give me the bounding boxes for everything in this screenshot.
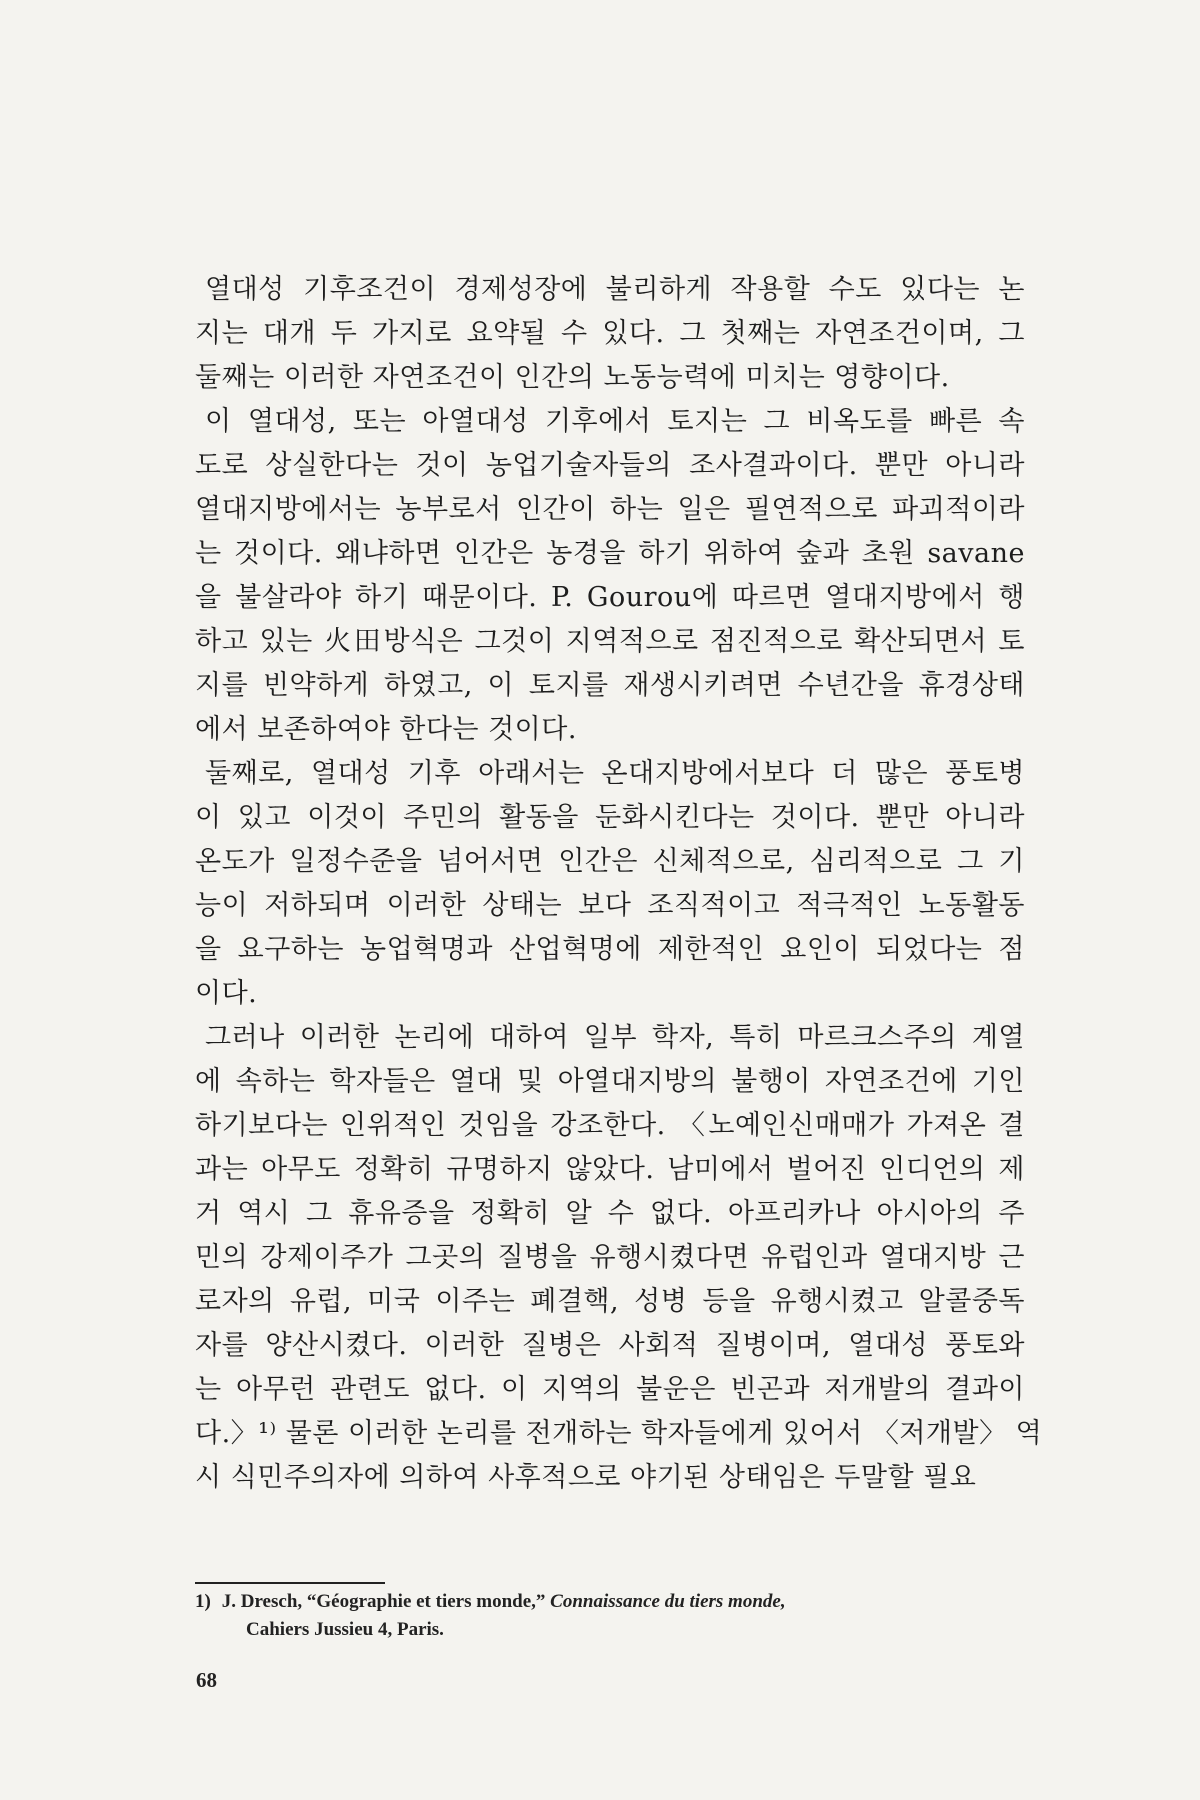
text-line: 자를 양산시켰다. 이러한 질병은 사회적 질병이며, 열대성 풍토와 bbox=[195, 1330, 1025, 1361]
footnote-book-title: Connaissance du tiers monde, bbox=[550, 1591, 786, 1612]
paragraph bbox=[195, 1016, 1043, 1500]
text-line: 시 식민주의자에 의하여 사후적으로 야기된 상태임은 두말할 필요 bbox=[195, 1462, 977, 1493]
text-line: 이다. bbox=[195, 978, 258, 1009]
text-line: 그러나 이러한 논리에 대하여 일부 학자, 특히 마르크스주의 계열 bbox=[205, 1022, 1025, 1053]
paragraph bbox=[195, 400, 1025, 752]
page-number: 68 bbox=[196, 1668, 217, 1692]
text-line: 로자의 유럽, 미국 이주는 폐결핵, 성병 등을 유행시켰고 알콜중독 bbox=[195, 1286, 1025, 1317]
text-line: 둘째는 이러한 자연조건이 인간의 노동능력에 미치는 영향이다. bbox=[195, 362, 950, 393]
text-line: 열대성 기후조건이 경제성장에 불리하게 작용할 수도 있다는 논 bbox=[205, 274, 1025, 305]
text-line: 다.〉¹⁾ 물론 이러한 논리를 전개하는 학자들에게 있어서 〈저개발〉 역 bbox=[195, 1418, 1043, 1449]
text-line: 거 역시 그 휴유증을 정확히 알 수 없다. 아프리카나 아시아의 주 bbox=[195, 1198, 1025, 1229]
footnote-line-1 bbox=[195, 1588, 1025, 1616]
text-line: 민의 강제이주가 그곳의 질병을 유행시켰다면 유럽인과 열대지방 근 bbox=[195, 1242, 1025, 1273]
text-line: 열대지방에서는 농부로서 인간이 하는 일은 필연적으로 파괴적이라 bbox=[195, 494, 1025, 525]
text-line: 는 아무런 관련도 없다. 이 지역의 불운은 빈곤과 저개발의 결과이 bbox=[195, 1374, 1025, 1405]
text-line: 에 속하는 학자들은 열대 및 아열대지방의 불행이 자연조건에 기인 bbox=[195, 1066, 1025, 1097]
text-line: 지를 빈약하게 하였고, 이 토지를 재생시키려면 수년간을 휴경상태 bbox=[195, 670, 1025, 701]
paragraph bbox=[195, 268, 1025, 400]
footnote-citation: J. Dresch, “Géographie et tiers monde,” bbox=[221, 1591, 551, 1612]
paragraph bbox=[195, 752, 1025, 1016]
text-line: 도로 상실한다는 것이 농업기술자들의 조사결과이다. 뿐만 아니라 bbox=[195, 450, 1025, 481]
text-line: 을 불살라야 하기 때문이다. P. Gourou에 따르면 열대지방에서 행 bbox=[195, 582, 1025, 613]
text-line: 는 것이다. 왜냐하면 인간은 농경을 하기 위하여 숲과 초원 savane bbox=[195, 538, 1025, 569]
text-line: 하고 있는 火田방식은 그것이 지역적으로 점진적으로 확산되면서 토 bbox=[195, 626, 1025, 657]
text-line: 이 열대성, 또는 아열대성 기후에서 토지는 그 비옥도를 빠른 속 bbox=[205, 406, 1025, 437]
text-line: 하기보다는 인위적인 것임을 강조한다. 〈노예인신매매가 가져온 결 bbox=[195, 1110, 1025, 1141]
footnote-divider bbox=[195, 1582, 385, 1584]
footnote-number: 1) bbox=[195, 1591, 211, 1612]
text-line: 을 요구하는 농업혁명과 산업혁명에 제한적인 요인이 되었다는 점 bbox=[195, 934, 1025, 965]
body-text bbox=[195, 268, 1043, 1500]
text-line: 둘째로, 열대성 기후 아래서는 온대지방에서보다 더 많은 풍토병 bbox=[205, 758, 1025, 789]
text-line: 능이 저하되며 이러한 상태는 보다 조직적이고 적극적인 노동활동 bbox=[195, 890, 1025, 921]
footnote bbox=[195, 1588, 1025, 1644]
text-line: 과는 아무도 정확히 규명하지 않았다. 남미에서 벌어진 인디언의 제 bbox=[195, 1154, 1025, 1185]
text-line: 온도가 일정수준을 넘어서면 인간은 신체적으로, 심리적으로 그 기 bbox=[195, 846, 1025, 877]
text-line: 지는 대개 두 가지로 요약될 수 있다. 그 첫째는 자연조건이며, 그 bbox=[195, 318, 1025, 349]
footnote-line-2: Cahiers Jussieu 4, Paris. bbox=[246, 1619, 444, 1640]
text-line: 에서 보존하여야 한다는 것이다. bbox=[195, 714, 577, 745]
text-line: 이 있고 이것이 주민의 활동을 둔화시킨다는 것이다. 뿐만 아니라 bbox=[195, 802, 1025, 833]
